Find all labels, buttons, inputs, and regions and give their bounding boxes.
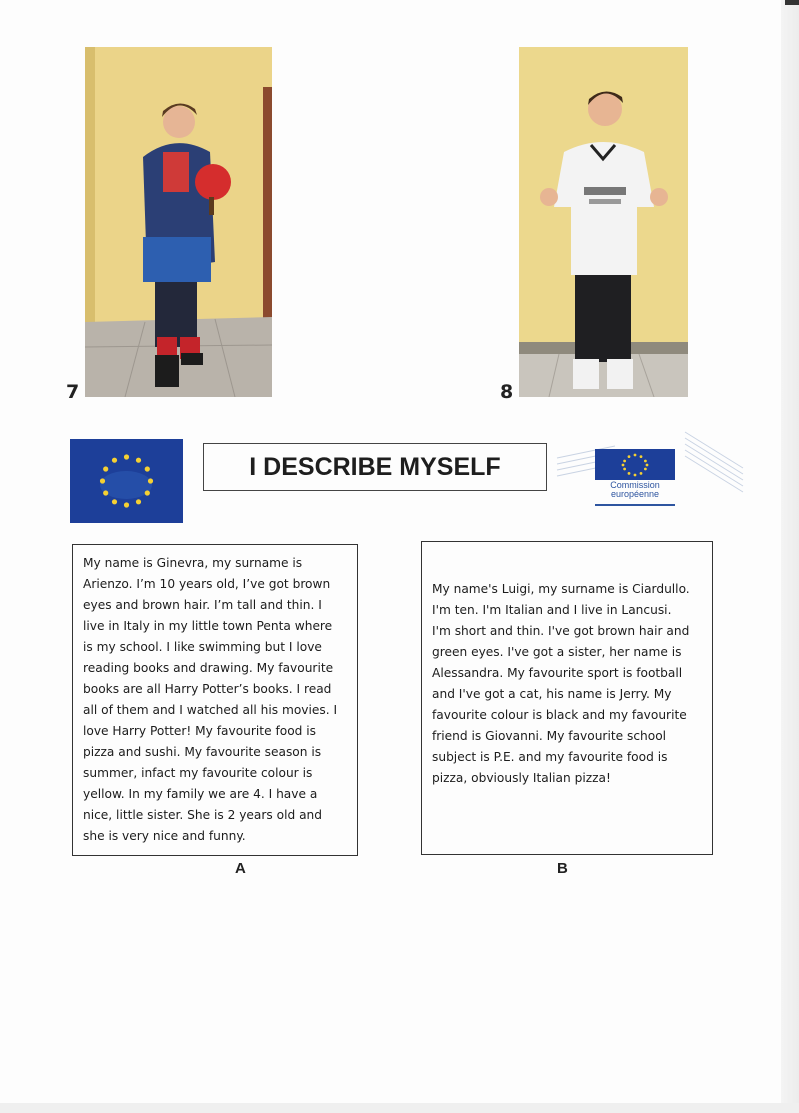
description-box-a — [72, 544, 358, 856]
description-label-a: A — [235, 860, 246, 877]
photo-student-8 — [519, 47, 688, 397]
page-edge-bottom — [0, 1103, 799, 1113]
page-edge-mark — [785, 0, 799, 5]
page-title: I DESCRIBE MYSELF — [203, 443, 547, 491]
photo-number-7: 7 — [66, 381, 80, 403]
description-box-b — [421, 541, 713, 855]
eu-flag-logo — [70, 439, 183, 523]
photo-number-8: 8 — [500, 381, 514, 403]
page-edge-right — [781, 0, 799, 1113]
description-label-b: B — [557, 860, 568, 877]
commission-label: Commission européenne — [610, 480, 660, 499]
description-text-b: My name's Luigi, my surname is Ciardullo. I'm ten. I'm Italian and I live in Lancusi. I'm short and thin. I've got brown hair and green eyes. I've got a sister, her name is Alessandra. My favourite sport is football and I've got a cat, his name is Jerry. My favourite colour is black and my favourite friend is Giovanni. My favourite school subject is P.E. and my favourite food is pizza, obviously Italian pizza! — [432, 582, 690, 785]
description-text-a: My name is Ginevra, my surname is Arienzo. I’m 10 years old, I’ve got brown eyes and brown hair. I’m tall and thin. I live in Italy in my little town Penta where is my school. I like swimming but I love reading books and drawing. My favourite books are all Harry Potter’s books. I read all of them and I watched all his movies. I love Harry Potter! My favourite food is pizza and sushi. My favourite season is summer, infact my favourite colour is yellow. In my family we are 4. I have a nice, little sister. She is 2 years old and she is very nice and funny. — [83, 556, 338, 843]
photo-student-7 — [85, 47, 272, 397]
